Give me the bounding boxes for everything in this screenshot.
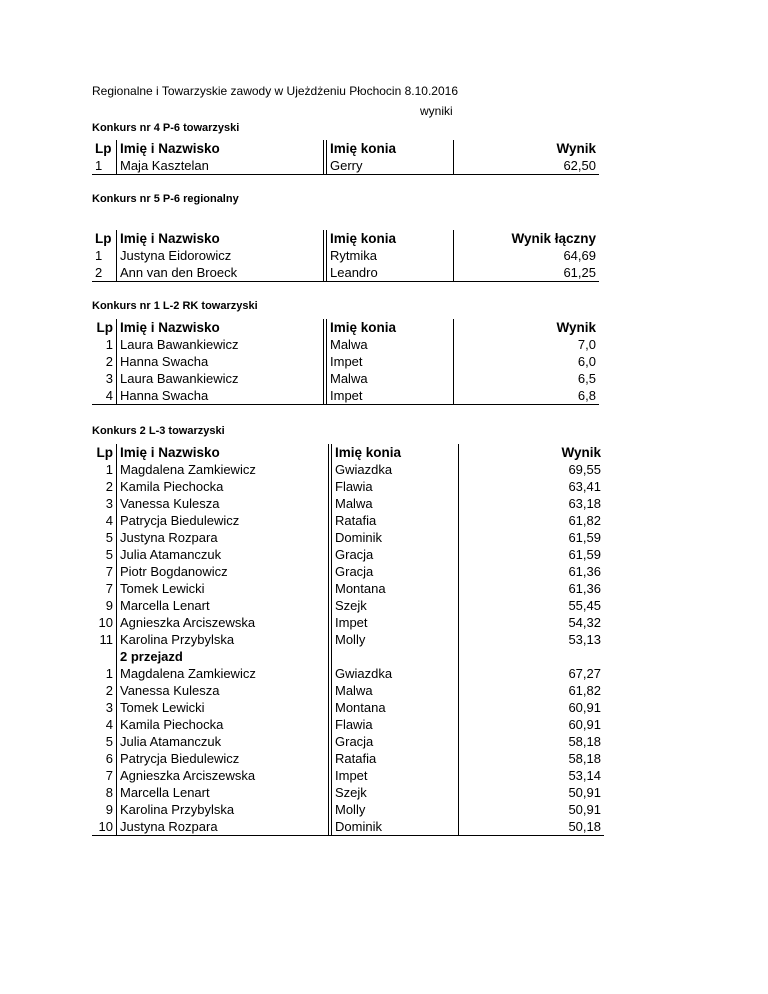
- cell-name: Julia Atamanczuk: [117, 546, 329, 563]
- header-horse: Imię konia: [332, 444, 459, 461]
- results-table: [92, 230, 599, 282]
- cell-result: 60,91: [568, 717, 601, 732]
- cell-result: 61,25: [454, 264, 600, 282]
- cell-lp: 7: [92, 563, 117, 580]
- cell-name: Magdalena Zamkiewicz: [117, 461, 329, 478]
- header-result: Wynik: [556, 320, 596, 335]
- table-row: [92, 264, 599, 282]
- header-lp: Lp: [92, 230, 117, 247]
- cell-name: Justyna Eidorowicz: [117, 247, 324, 264]
- cell-lp: 2: [92, 682, 117, 699]
- cell-lp: 10: [92, 614, 117, 631]
- table-row: [92, 529, 604, 546]
- cell-result: 61,82: [568, 513, 601, 528]
- cell-lp: 3: [92, 495, 117, 512]
- cell-result: 7,0: [577, 337, 596, 352]
- cell-lp: 11: [92, 631, 117, 648]
- cell-result: 50,18: [459, 818, 605, 836]
- cell-name: Julia Atamanczuk: [117, 733, 329, 750]
- cell-horse: Gracja: [332, 546, 459, 563]
- cell-horse: Ratafia: [332, 750, 459, 767]
- table-row: [92, 665, 604, 682]
- competition-label: Konkurs nr 4 P-6 towarzyski: [92, 122, 240, 134]
- cell-lp: 9: [92, 801, 117, 818]
- cell-horse: Gerry: [327, 157, 454, 175]
- cell-name: Vanessa Kulesza: [117, 682, 329, 699]
- cell-horse: Gracja: [332, 563, 459, 580]
- cell-result: 62,50: [454, 157, 600, 175]
- cell-horse: Malwa: [332, 682, 459, 699]
- cell-lp: 6: [92, 750, 117, 767]
- cell-result: 61,59: [568, 547, 601, 562]
- header-name: Imię i Nazwisko: [117, 444, 329, 461]
- cell-name: Patrycja Biedulewicz: [117, 512, 329, 529]
- header-lp: Lp: [92, 444, 117, 461]
- document-title: Regionalne i Towarzyskie zawody w Ujeżdżeniu Płochocin 8.10.2016: [92, 84, 458, 98]
- table-row: [92, 818, 604, 836]
- table-header: [92, 230, 599, 247]
- table-row: [92, 784, 604, 801]
- table-row: [92, 157, 599, 175]
- cell-name: Magdalena Zamkiewicz: [117, 665, 329, 682]
- table-row: [92, 716, 604, 733]
- table-row: [92, 631, 604, 648]
- cell-horse: Montana: [332, 580, 459, 597]
- cell-horse: Flawia: [332, 478, 459, 495]
- table-row: [92, 387, 599, 405]
- table-row: [92, 461, 604, 478]
- cell-lp: 10: [92, 818, 117, 836]
- cell-result: 67,27: [568, 666, 601, 681]
- cell-result: 61,59: [568, 530, 601, 545]
- cell-lp: 5: [92, 733, 117, 750]
- cell-result: 58,18: [568, 734, 601, 749]
- cell-name: Justyna Rozpara: [117, 529, 329, 546]
- table-header: [92, 140, 599, 157]
- header-result: Wynik łączny: [511, 231, 596, 246]
- cell-lp: 5: [92, 529, 117, 546]
- table-row: [92, 699, 604, 716]
- cell-horse: Flawia: [332, 716, 459, 733]
- cell-lp: 1: [92, 247, 117, 264]
- cell-name: Marcella Lenart: [117, 784, 329, 801]
- cell-horse: Impet: [332, 614, 459, 631]
- cell-name: Hanna Swacha: [117, 387, 324, 405]
- table-row: [92, 546, 604, 563]
- cell-horse: Molly: [332, 631, 459, 648]
- cell-horse: Ratafia: [332, 512, 459, 529]
- cell-lp: 2: [92, 478, 117, 495]
- cell-result: 61,36: [568, 581, 601, 596]
- cell-horse: Malwa: [327, 336, 454, 353]
- cell-horse: Impet: [327, 353, 454, 370]
- cell-name: Patrycja Biedulewicz: [117, 750, 329, 767]
- cell-result: 69,55: [568, 462, 601, 477]
- table-row: [92, 353, 599, 370]
- table-row: [92, 336, 599, 353]
- table-row: [92, 733, 604, 750]
- cell-name: Laura Bawankiewicz: [117, 370, 324, 387]
- competition-label: Konkurs 2 L-3 towarzyski: [92, 425, 225, 437]
- cell-lp: 4: [92, 512, 117, 529]
- cell-name: Marcella Lenart: [117, 597, 329, 614]
- cell-lp: 3: [92, 370, 117, 387]
- cell-lp: 1: [92, 461, 117, 478]
- cell-lp: 1: [92, 336, 117, 353]
- cell-horse: Rytmika: [327, 247, 454, 264]
- cell-result: 64,69: [563, 248, 596, 263]
- cell-name: Tomek Lewicki: [117, 699, 329, 716]
- results-table: [92, 444, 604, 836]
- cell-lp: 3: [92, 699, 117, 716]
- cell-horse: Impet: [332, 767, 459, 784]
- competition-label: Konkurs nr 5 P-6 regionalny: [92, 193, 239, 205]
- cell-name: Kamila Piechocka: [117, 478, 329, 495]
- header-name: Imię i Nazwisko: [117, 140, 324, 157]
- header-lp: Lp: [92, 319, 117, 336]
- table-header: [92, 444, 604, 461]
- cell-name: Agnieszka Arciszewska: [117, 767, 329, 784]
- cell-lp: 1: [92, 157, 117, 175]
- cell-horse: Dominik: [332, 818, 459, 836]
- cell-horse: Szejk: [332, 597, 459, 614]
- cell-result: 54,32: [568, 615, 601, 630]
- cell-name: Hanna Swacha: [117, 353, 324, 370]
- header-horse: Imię konia: [327, 319, 454, 336]
- cell-name: Tomek Lewicki: [117, 580, 329, 597]
- cell-lp: 1: [92, 665, 117, 682]
- cell-horse: Leandro: [327, 264, 454, 282]
- cell-name: Laura Bawankiewicz: [117, 336, 324, 353]
- table-row: [92, 750, 604, 767]
- header-name: Imię i Nazwisko: [117, 319, 324, 336]
- cell-horse: Montana: [332, 699, 459, 716]
- cell-result: 53,14: [568, 768, 601, 783]
- competition-label: Konkurs nr 1 L-2 RK towarzyski: [92, 300, 258, 312]
- cell-name: Justyna Rozpara: [117, 818, 329, 836]
- cell-lp: 2: [92, 264, 117, 282]
- cell-lp: 7: [92, 767, 117, 784]
- cell-name: Agnieszka Arciszewska: [117, 614, 329, 631]
- results-table: [92, 319, 599, 405]
- header-horse: Imię konia: [327, 230, 454, 247]
- cell-lp: 9: [92, 597, 117, 614]
- table-row: [92, 563, 604, 580]
- table-row: [92, 478, 604, 495]
- cell-horse: Malwa: [327, 370, 454, 387]
- second-round-header: [92, 648, 604, 665]
- cell-name: Karolina Przybylska: [117, 631, 329, 648]
- cell-result: 60,91: [568, 700, 601, 715]
- cell-name: Karolina Przybylska: [117, 801, 329, 818]
- cell-horse: Gwiazdka: [332, 461, 459, 478]
- cell-lp: 4: [92, 387, 117, 405]
- cell-result: 61,36: [568, 564, 601, 579]
- cell-horse: Gracja: [332, 733, 459, 750]
- cell-name: Vanessa Kulesza: [117, 495, 329, 512]
- table-row: [92, 370, 599, 387]
- cell-lp: 5: [92, 546, 117, 563]
- cell-name: Kamila Piechocka: [117, 716, 329, 733]
- table-row: [92, 495, 604, 512]
- cell-name: Piotr Bogdanowicz: [117, 563, 329, 580]
- cell-result: 63,41: [568, 479, 601, 494]
- cell-lp: 4: [92, 716, 117, 733]
- cell-horse: Molly: [332, 801, 459, 818]
- cell-lp: 2: [92, 353, 117, 370]
- cell-horse: Malwa: [332, 495, 459, 512]
- cell-horse: Dominik: [332, 529, 459, 546]
- header-horse: Imię konia: [327, 140, 454, 157]
- cell-result: 6,0: [577, 354, 596, 369]
- cell-lp: 7: [92, 580, 117, 597]
- cell-result: 63,18: [568, 496, 601, 511]
- cell-result: 53,13: [568, 632, 601, 647]
- results-table: [92, 140, 599, 175]
- cell-name: Ann van den Broeck: [117, 264, 324, 282]
- table-row: [92, 767, 604, 784]
- table-header: [92, 319, 599, 336]
- header-name: Imię i Nazwisko: [117, 230, 324, 247]
- cell-result: 50,91: [568, 802, 601, 817]
- header-result: Wynik: [556, 141, 596, 156]
- cell-result: 6,5: [577, 371, 596, 386]
- table-row: [92, 580, 604, 597]
- table-row: [92, 801, 604, 818]
- header-result: Wynik: [561, 445, 601, 460]
- document-subtitle: wyniki: [420, 104, 453, 118]
- table-row: [92, 597, 604, 614]
- table-row: [92, 512, 604, 529]
- cell-result: 61,82: [568, 683, 601, 698]
- table-row: [92, 682, 604, 699]
- cell-result: 58,18: [568, 751, 601, 766]
- cell-result: 55,45: [568, 598, 601, 613]
- cell-horse: Gwiazdka: [332, 665, 459, 682]
- header-lp: Lp: [92, 140, 117, 157]
- table-row: [92, 247, 599, 264]
- cell-result: 6,8: [454, 387, 600, 405]
- cell-lp: 8: [92, 784, 117, 801]
- cell-name: Maja Kasztelan: [117, 157, 324, 175]
- table-row: [92, 614, 604, 631]
- second-round-label: 2 przejazd: [117, 648, 329, 665]
- cell-horse: Impet: [327, 387, 454, 405]
- cell-result: 50,91: [568, 785, 601, 800]
- cell-horse: Szejk: [332, 784, 459, 801]
